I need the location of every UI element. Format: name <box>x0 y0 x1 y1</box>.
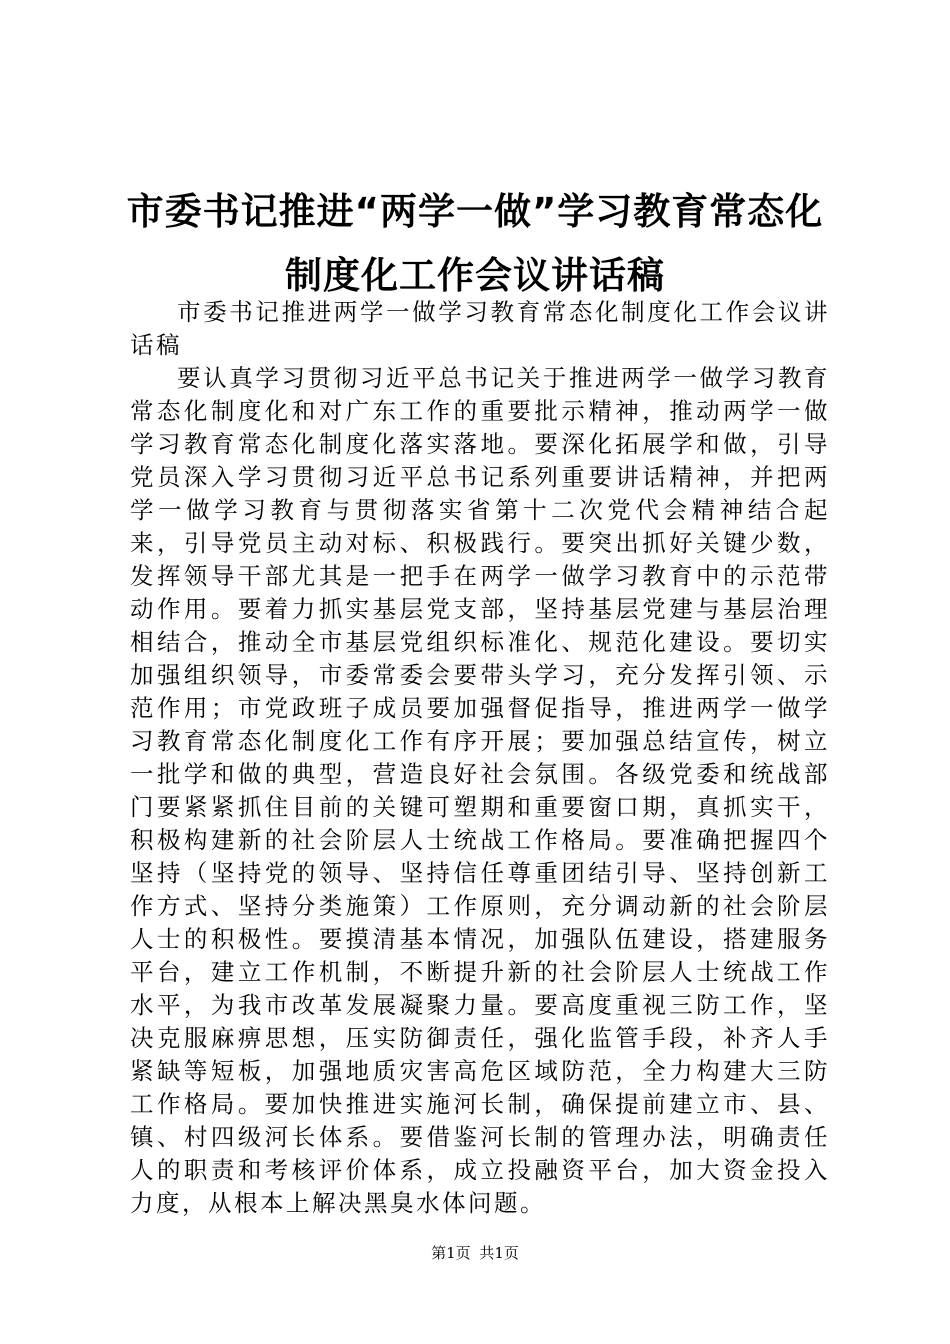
body-paragraph-title-repeat: 市委书记推进两学一做学习教育常态化制度化工作会议讲话稿 <box>130 298 830 359</box>
body-paragraph-main: 要认真学习贯彻习近平总书记关于推进两学一做学习教育常态化制度化和对广东工作的重要批示精神，推动两学一做学习教育常态化制度化落实落地。要深化拓展学和做，引导党员深入学习贯彻习近平总书记系列重要讲话精神，并把两学一做学习教育与贯彻落实省第十二次党代会精神结合起来，引导党员主动对标、积极践行。要突出抓好关键少数，发挥领导干部尤其是一把手在两学一做学习教育中的示范带动作用。要着力抓实基层党支部，坚持基层党建与基层治理相结合，推动全市基层党组织标准化、规范化建设。要切实加强组织领导，市委常委会要带头学习，充分发挥引领、示范作用；市党政班子成员要加强督促指导，推进两学一做学习教育常态化制度化工作有序开展；要加强总结宣传，树立一批学和做的典型，营造良好社会氛围。各级党委和统战部门要紧紧抓住目前的关键可塑期和重要窗口期，真抓实干，积极构建新的社会阶层人士统战工作格局。要准确把握四个坚持（坚持党的领导、坚持信任尊重团结引导、坚持创新工作方式、坚持分类施策）工作原则，充分调动新的社会阶层人士的积极性。要摸清基本情况，加强队伍建设，搭建服务平台，建立工作机制，不断提升新的社会阶层人士统战工作水平，为我市改革发展凝聚力量。要高度重视三防工作，坚决克服麻痹思想，压实防御责任，强化监管手段，补齐人手紧缺等短板，加强地质灾害高危区域防范，全力构建大三防工作格局。要加快推进实施河长制，确保提前建立市、县、镇、村四级河长体系。要借鉴河长制的管理办法，明确责任人的职责和考核评价体系，成立投融资平台，加大资金投入力度，从根本上解决黑臭水体问题。 <box>130 364 830 1217</box>
document-title: 市委书记推进“两学一做”学习教育常态化制度化工作会议讲话稿 <box>126 190 824 297</box>
page-number: 第1页 <box>431 1244 471 1262</box>
page-total: 共1页 <box>479 1244 519 1262</box>
document-body <box>130 296 830 1220</box>
page-footer <box>0 1243 950 1263</box>
